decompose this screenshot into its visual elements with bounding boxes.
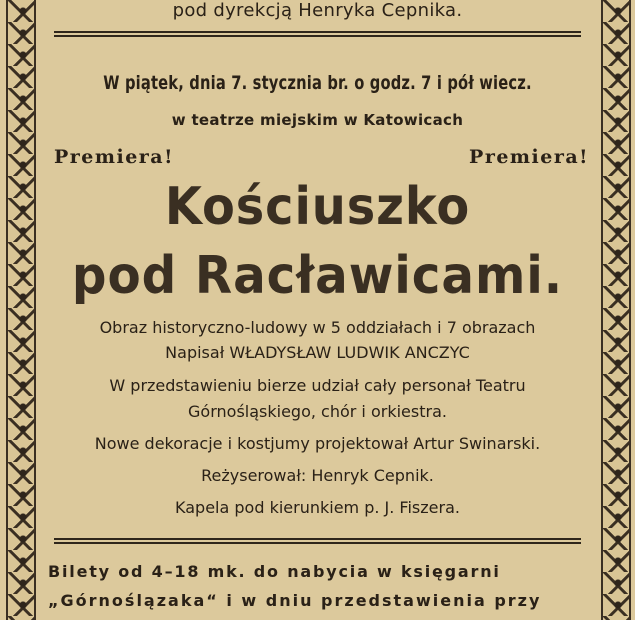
left-ornamental-border bbox=[6, 0, 36, 620]
tickets-line-2: „Górnoślązaka“ i w dniu przedstawienia przy bbox=[48, 591, 542, 610]
design-credit: Nowe dekoracje i kostjumy projektował Artur Swinarski. bbox=[94, 434, 541, 453]
play-title-line-2: pod Racławicami. bbox=[71, 246, 564, 306]
playbill-content bbox=[44, 0, 591, 620]
right-ornamental-border bbox=[601, 0, 631, 620]
cast-line-1: W przedstawieniu bierze udział cały personał Teatru bbox=[109, 376, 526, 395]
director-credit: Reżyserował: Henryk Cepnik. bbox=[201, 466, 434, 485]
date-time-line: W piątek, dnia 7. stycznia br. o godz. 7 i pół wiecz. bbox=[103, 72, 532, 94]
top-divider bbox=[54, 31, 581, 37]
directorate-line: pod dyrekcją Henryka Cepnika. bbox=[172, 0, 463, 21]
premiere-label-left: Premiera! bbox=[54, 146, 174, 168]
tickets-line-1: Bilety od 4–18 mk. do nabycia w księgarni bbox=[48, 562, 501, 581]
premiere-label-right: Premiera! bbox=[469, 146, 589, 168]
bottom-divider bbox=[54, 538, 581, 544]
cast-line-2: Górnośląskiego, chór i orkiestra. bbox=[188, 402, 447, 421]
venue-line: w teatrze miejskim w Katowicach bbox=[171, 111, 464, 129]
band-credit: Kapela pod kierunkiem p. J. Fiszera. bbox=[175, 498, 460, 517]
play-title-line-1: Kościuszko bbox=[164, 177, 471, 237]
author-line: Napisał WŁADYSŁAW LUDWIK ANCZYC bbox=[165, 343, 470, 362]
play-subtitle: Obraz historyczno-ludowy w 5 oddziałach i 7 obrazach bbox=[99, 318, 536, 337]
